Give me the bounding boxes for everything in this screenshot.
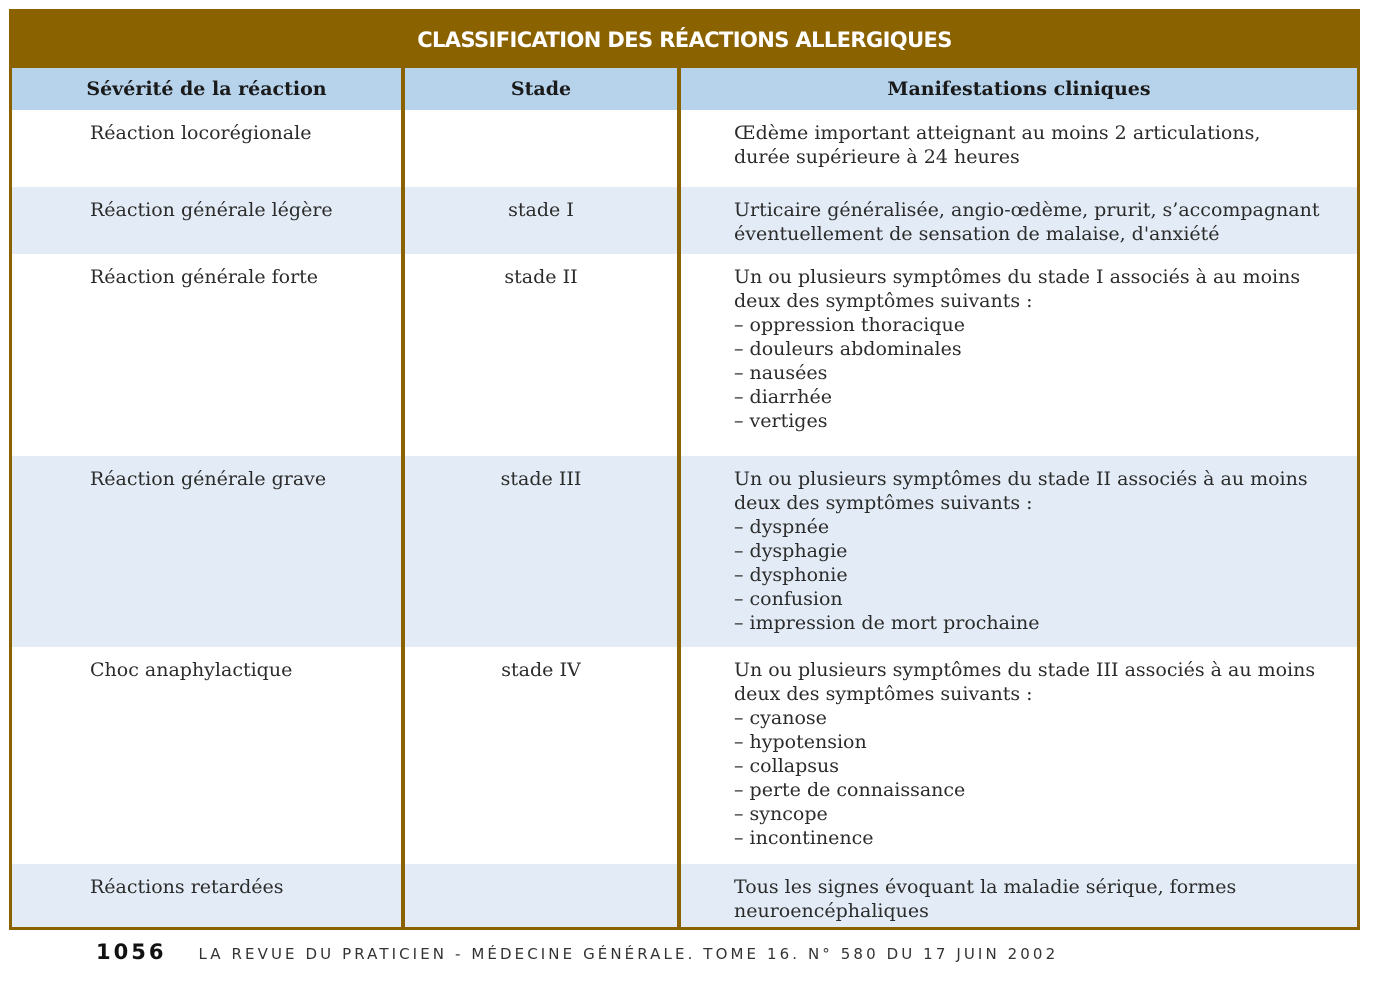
severity-cell: Choc anaphylactique xyxy=(12,647,403,864)
stage-cell xyxy=(403,864,679,930)
table-row xyxy=(12,647,1357,864)
manifestation-line: – collapsus xyxy=(734,755,840,777)
classification-grid xyxy=(12,68,1357,930)
severity-cell: Réaction locorégionale xyxy=(12,110,403,187)
table-row xyxy=(12,864,1357,930)
stage-cell xyxy=(403,110,679,187)
severity-cell: Réactions retardées xyxy=(12,864,403,930)
manifestations-cell xyxy=(679,456,1357,647)
journal-reference: LA REVUE DU PRATICIEN - MÉDECINE GÉNÉRALE. TOME 16. N° 580 DU 17 JUIN 2002 xyxy=(198,945,1059,963)
manifestation-line: – oppression thoracique xyxy=(734,314,966,336)
manifestation-line: – diarrhée xyxy=(734,386,832,408)
manifestation-line: éventuellement de sensation de malaise, d'anxiété xyxy=(734,223,1220,245)
manifestations-cell xyxy=(679,254,1357,456)
manifestation-line: neuroencéphaliques xyxy=(734,900,929,922)
manifestation-line: – dysphagie xyxy=(734,540,848,562)
header-manifestations: Manifestations cliniques xyxy=(679,68,1357,110)
manifestation-line: Tous les signes évoquant la maladie sérique, formes xyxy=(734,876,1237,898)
manifestation-line: Un ou plusieurs symptômes du stade II associés à au moins xyxy=(734,468,1308,490)
manifestation-line: – perte de connaissance xyxy=(734,779,966,801)
manifestation-line: deux des symptômes suivants : xyxy=(734,492,1033,514)
manifestation-line: Urticaire généralisée, angio-œdème, prurit, s’accompagnant xyxy=(734,199,1320,221)
manifestation-line: deux des symptômes suivants : xyxy=(734,683,1033,705)
manifestation-line: – syncope xyxy=(734,803,828,825)
stage-cell: stade IV xyxy=(403,647,679,864)
header-severity: Sévérité de la réaction xyxy=(12,68,403,110)
manifestation-line: – incontinence xyxy=(734,827,874,849)
manifestation-line: – cyanose xyxy=(734,707,827,729)
manifestation-line: durée supérieure à 24 heures xyxy=(734,146,1020,168)
stage-cell: stade III xyxy=(403,456,679,647)
manifestation-line: – confusion xyxy=(734,588,843,610)
stage-cell: stade II xyxy=(403,254,679,456)
manifestation-line: – douleurs abdominales xyxy=(734,338,962,360)
page-footer xyxy=(96,940,1058,964)
manifestation-line: deux des symptômes suivants : xyxy=(734,290,1033,312)
manifestation-line: – impression de mort prochaine xyxy=(734,612,1040,634)
manifestation-line: – dysphonie xyxy=(734,564,848,586)
manifestation-line: – nausées xyxy=(734,362,828,384)
stage-cell: stade I xyxy=(403,187,679,254)
manifestations-cell xyxy=(679,647,1357,864)
severity-cell: Réaction générale légère xyxy=(12,187,403,254)
severity-cell: Réaction générale forte xyxy=(12,254,403,456)
header-stage: Stade xyxy=(403,68,679,110)
manifestations-cell xyxy=(679,864,1357,930)
manifestations-cell xyxy=(679,187,1357,254)
table-title: CLASSIFICATION DES RÉACTIONS ALLERGIQUES xyxy=(12,12,1357,68)
manifestation-line: – hypotension xyxy=(734,731,867,753)
manifestations-cell xyxy=(679,110,1357,187)
table-row xyxy=(12,110,1357,187)
manifestation-line: – dyspnée xyxy=(734,516,830,538)
allergy-classification-table xyxy=(9,9,1360,930)
table-row xyxy=(12,187,1357,254)
table-row xyxy=(12,456,1357,647)
header-row xyxy=(12,68,1357,110)
table-row xyxy=(12,254,1357,456)
manifestation-line: Œdème important atteignant au moins 2 articulations, xyxy=(734,122,1261,144)
severity-cell: Réaction générale grave xyxy=(12,456,403,647)
manifestation-line: – vertiges xyxy=(734,410,828,432)
manifestation-line: Un ou plusieurs symptômes du stade III associés à au moins xyxy=(734,659,1316,681)
page-number: 1056 xyxy=(96,940,167,964)
manifestation-line: Un ou plusieurs symptômes du stade I associés à au moins xyxy=(734,266,1301,288)
